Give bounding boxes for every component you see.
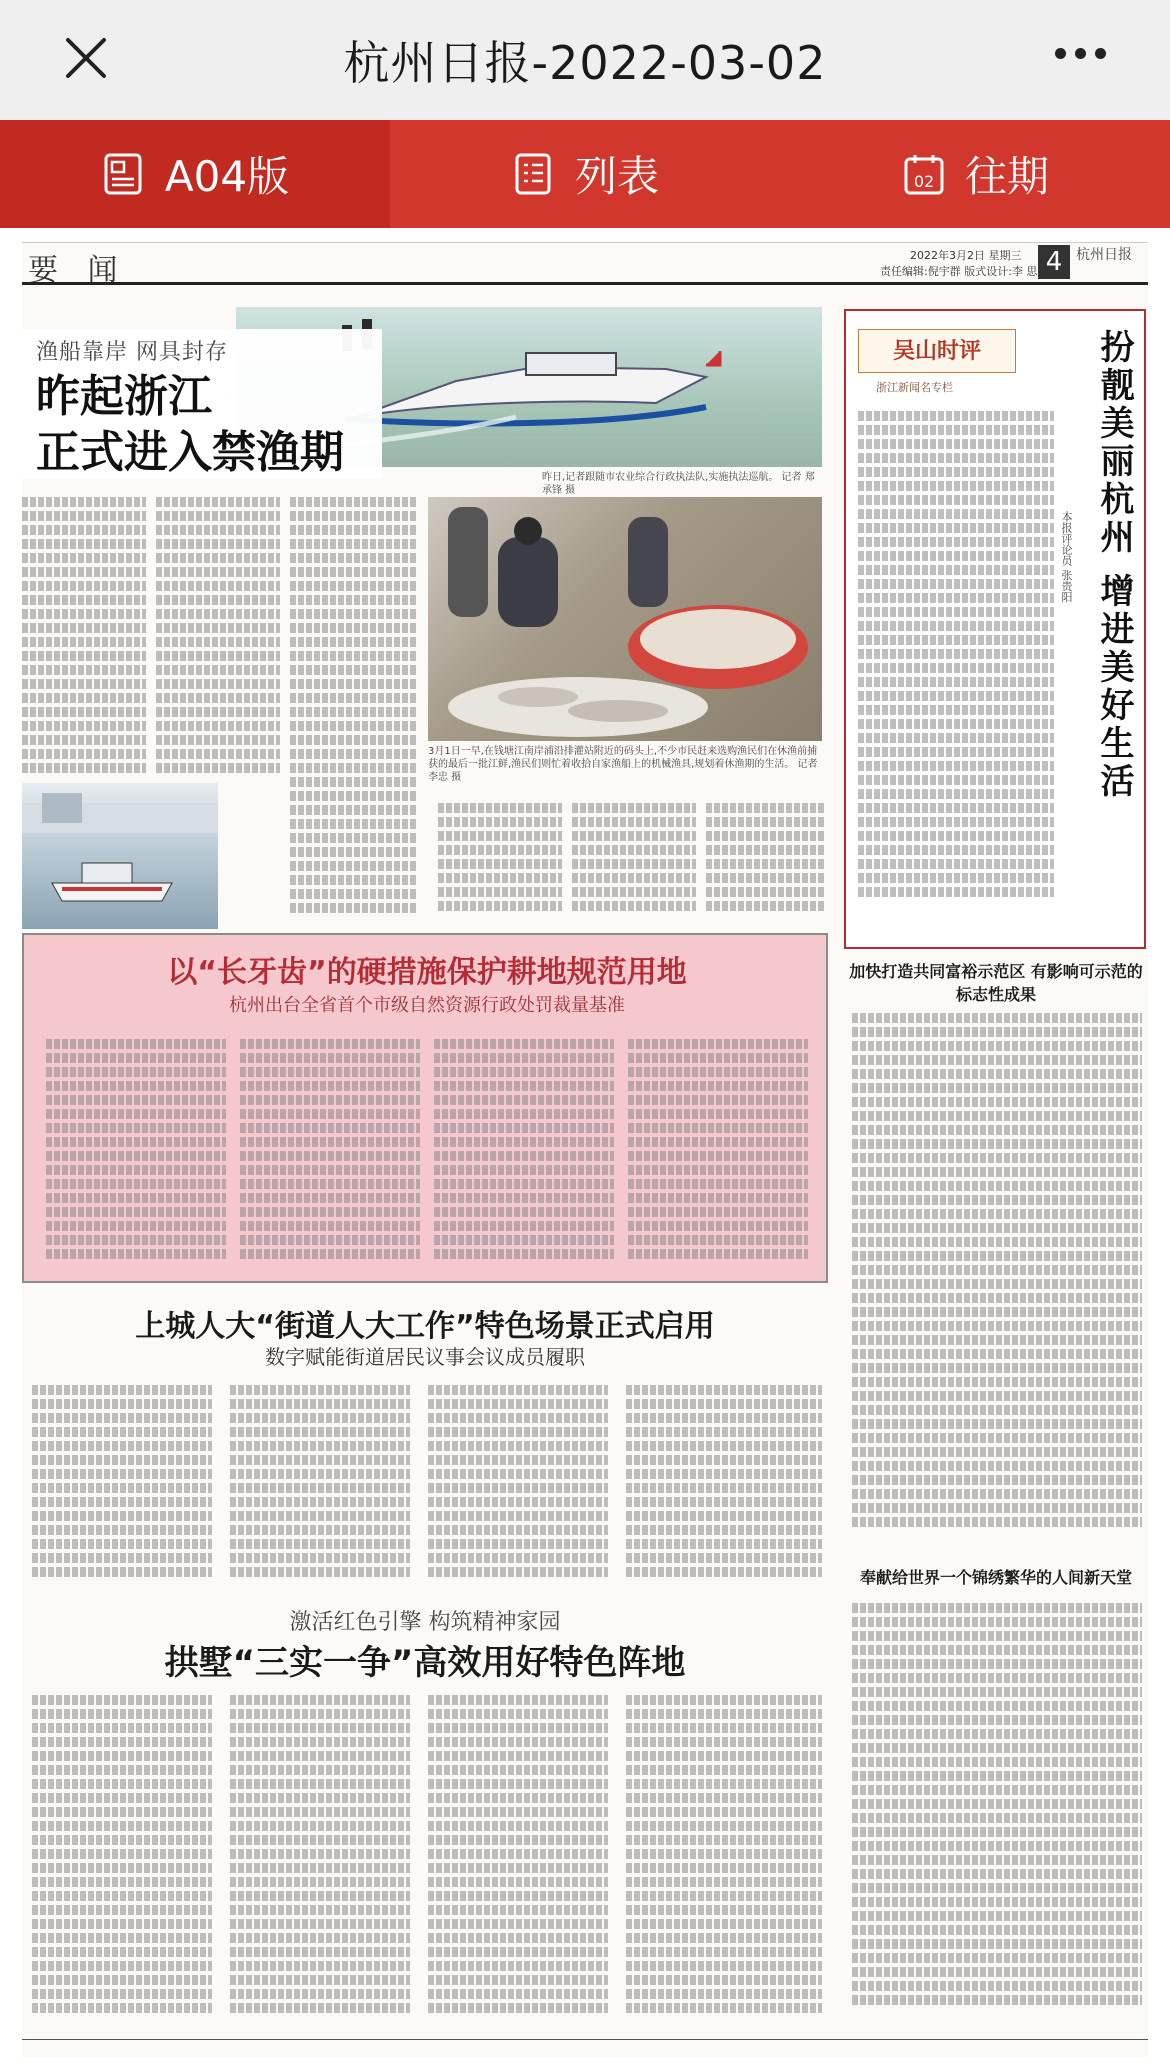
story1-column-4 <box>438 799 562 929</box>
newspaper-icon <box>101 151 147 197</box>
page-header <box>22 243 1148 288</box>
commentary-box <box>844 309 1146 949</box>
story1-headline-2: 正式进入禁渔期 <box>36 427 344 478</box>
right-story1-headline: 加快打造共同富裕示范区 有影响可示范的标志性成果 <box>849 962 1143 1004</box>
tab-list[interactable] <box>390 120 780 228</box>
story3-column-3 <box>428 1381 608 1595</box>
story1-photo-caption: 昨日,记者跟随市农业综合行政执法队,实施执法巡航。 记者 郑承锋 摄 <box>542 472 815 496</box>
story4-column-4 <box>626 1691 822 2029</box>
top-bar <box>0 0 1170 120</box>
story4-headline: 拱墅“三实一争”高效用好特色阵地 <box>164 1643 686 1683</box>
story3-column-1 <box>32 1381 212 1595</box>
masthead: 杭州日报 <box>1076 247 1132 263</box>
story2-column-4 <box>628 1035 808 1271</box>
editor-line: 责任编辑:倪宇群 版式设计:李 思 <box>880 265 1038 278</box>
svg-text:02: 02 <box>913 172 935 191</box>
commentary-title: 扮靓美丽杭州 增进美好生活 <box>1094 329 1134 801</box>
story4-column-3 <box>428 1691 608 2029</box>
story1-column-2 <box>156 493 280 783</box>
section-name: 要 闻 <box>28 253 128 288</box>
list-icon <box>511 151 557 197</box>
page-footer <box>22 2039 1148 2057</box>
more-icon[interactable] <box>1046 38 1114 68</box>
story1-column-5 <box>572 799 696 929</box>
story1-column-3 <box>290 493 418 933</box>
close-icon[interactable] <box>58 30 114 86</box>
commentary-author: 本报评论员 张贵阳 <box>1060 511 1073 603</box>
right-story2-body <box>852 1599 1142 2029</box>
harbor-boat-photo <box>22 783 218 929</box>
story3-headline: 上城人大“街道人大工作”特色场景正式启用 <box>135 1309 715 1344</box>
story1-headline-block <box>22 329 382 479</box>
calendar-icon <box>901 151 947 197</box>
story2-box <box>22 933 828 1283</box>
story2-column-3 <box>434 1035 614 1271</box>
tab-list-label: 列表 <box>574 152 659 201</box>
story1-photo2-caption: 3月1日一早,在钱塘江南岸浦沿排灌站附近的码头上,不少市民赶来选购渔民们在休渔前捕获的最后一批江鲜,渔民们则忙着收拾自家渔船上的机械渔具,规划着休渔期的生活。 记者 李忠 摄 <box>428 746 818 783</box>
story1-kicker: 渔船靠岸 网具封存 <box>36 340 228 365</box>
story2-subheadline: 杭州出台全省首个市级自然资源行政处罚裁量基准 <box>229 995 625 1016</box>
newspaper-page[interactable] <box>22 242 1148 2057</box>
page-number: 4 <box>1038 245 1070 279</box>
fish-market-photo <box>428 497 822 741</box>
story4-kicker: 激活红色引擎 构筑精神家园 <box>289 1610 561 1635</box>
story1-column-6 <box>706 799 824 929</box>
right-story1-body <box>852 1009 1142 1549</box>
commentary-badge-sub: 浙江新闻名专栏 <box>876 381 953 394</box>
story1-column-1 <box>22 493 146 783</box>
story2-column-2 <box>240 1035 420 1271</box>
date-line: 2022年3月2日 星期三 <box>910 249 1022 262</box>
story4-column-1 <box>32 1691 212 2029</box>
tab-archive-label: 往期 <box>964 152 1049 201</box>
story3-column-2 <box>230 1381 410 1595</box>
tab-bar <box>0 120 1170 228</box>
story4-column-2 <box>230 1691 410 2029</box>
story1-headline-1: 昨起浙江 <box>36 371 212 422</box>
story2-column-1 <box>46 1035 226 1271</box>
story3-subheadline: 数字赋能街道居民议事会议成员履职 <box>265 1345 585 1369</box>
right-story2-headline: 奉献给世界一个锦绣繁华的人间新天堂 <box>859 1568 1132 1587</box>
story2-headline: 以“长牙齿”的硬措施保护耕地规范用地 <box>167 955 687 990</box>
tab-page-label: A04版 <box>164 152 290 201</box>
tab-archive[interactable] <box>780 120 1170 228</box>
window-title: 杭州日报-2022-03-02 <box>343 36 827 90</box>
commentary-badge: 吴山时评 <box>858 329 1016 373</box>
tab-page[interactable] <box>0 120 390 228</box>
story3-column-4 <box>626 1381 822 1595</box>
commentary-body <box>858 407 1054 937</box>
